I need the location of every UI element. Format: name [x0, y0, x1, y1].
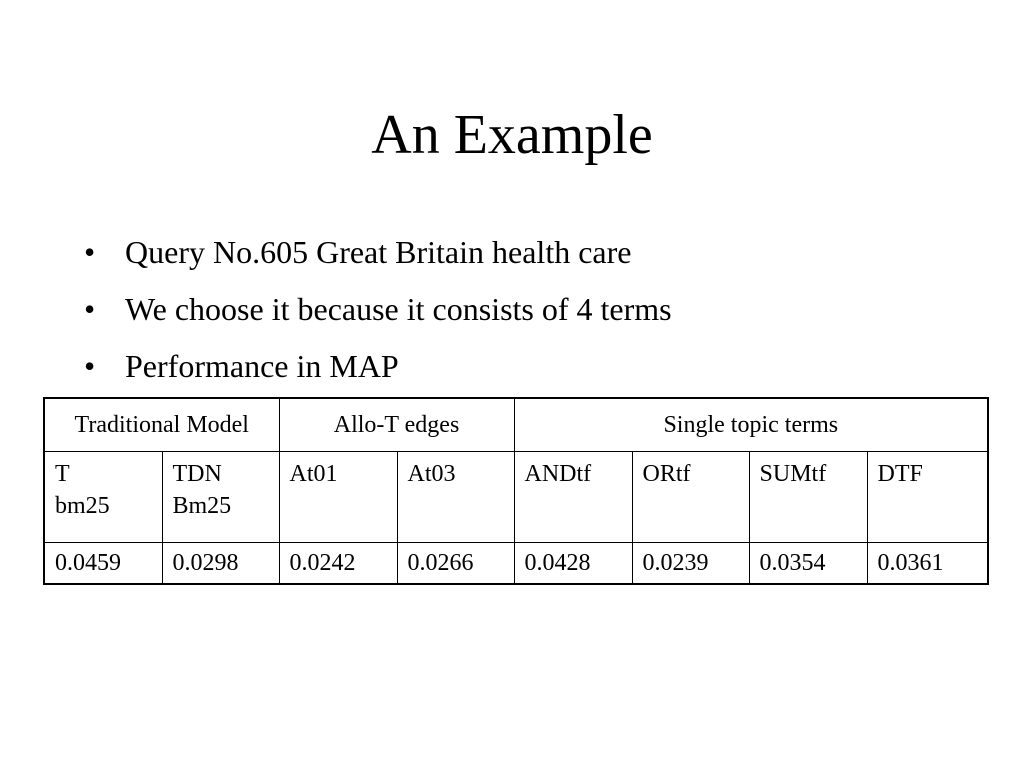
column-header-line: SUMtf	[759, 461, 827, 487]
group-header-cell: Single topic terms	[514, 398, 988, 452]
column-header-line: Bm25	[172, 493, 232, 519]
value-cell: 0.0266	[397, 543, 514, 585]
column-header-cell	[397, 452, 514, 543]
value-cell: 0.0354	[749, 543, 867, 585]
column-header-line: At03	[407, 461, 456, 487]
table-header-row	[44, 452, 988, 543]
column-header-line: At01	[289, 461, 338, 487]
table-group-row	[44, 398, 988, 452]
bullet-marker-icon: •	[84, 348, 96, 384]
column-header-cell	[867, 452, 988, 543]
value-cell: 0.0459	[44, 543, 162, 585]
column-header-cell	[632, 452, 749, 543]
performance-table	[43, 397, 989, 585]
column-header-cell	[749, 452, 867, 543]
column-header-line: bm25	[55, 493, 110, 519]
bullet-list	[84, 232, 672, 403]
bullet-text: Query No.605 Great Britain health care	[125, 234, 632, 270]
column-header-cell	[44, 452, 162, 543]
value-cell: 0.0242	[279, 543, 397, 585]
value-cell: 0.0239	[632, 543, 749, 585]
group-header-cell: Traditional Model	[44, 398, 279, 452]
bullet-marker-icon: •	[84, 234, 96, 270]
column-header-line: DTF	[877, 461, 923, 487]
value-cell: 0.0298	[162, 543, 279, 585]
group-header-cell: Allo-T edges	[279, 398, 514, 452]
slide-title: An Example	[371, 104, 653, 166]
bullet-marker-icon: •	[84, 291, 96, 327]
value-cell: 0.0428	[514, 543, 632, 585]
column-header-line: T	[55, 461, 70, 487]
column-header-line: TDN	[172, 461, 222, 487]
bullet-item	[84, 289, 672, 329]
column-header-cell	[162, 452, 279, 543]
bullet-item	[84, 346, 672, 386]
bullet-text: We choose it because it consists of 4 terms	[125, 291, 672, 327]
table-value-row	[44, 543, 988, 585]
column-header-cell	[279, 452, 397, 543]
value-cell: 0.0361	[867, 543, 988, 585]
bullet-text: Performance in MAP	[125, 348, 399, 384]
column-header-cell	[514, 452, 632, 543]
column-header-line: ANDtf	[524, 461, 592, 487]
column-header-line: ORtf	[642, 461, 691, 487]
bullet-item	[84, 232, 672, 272]
